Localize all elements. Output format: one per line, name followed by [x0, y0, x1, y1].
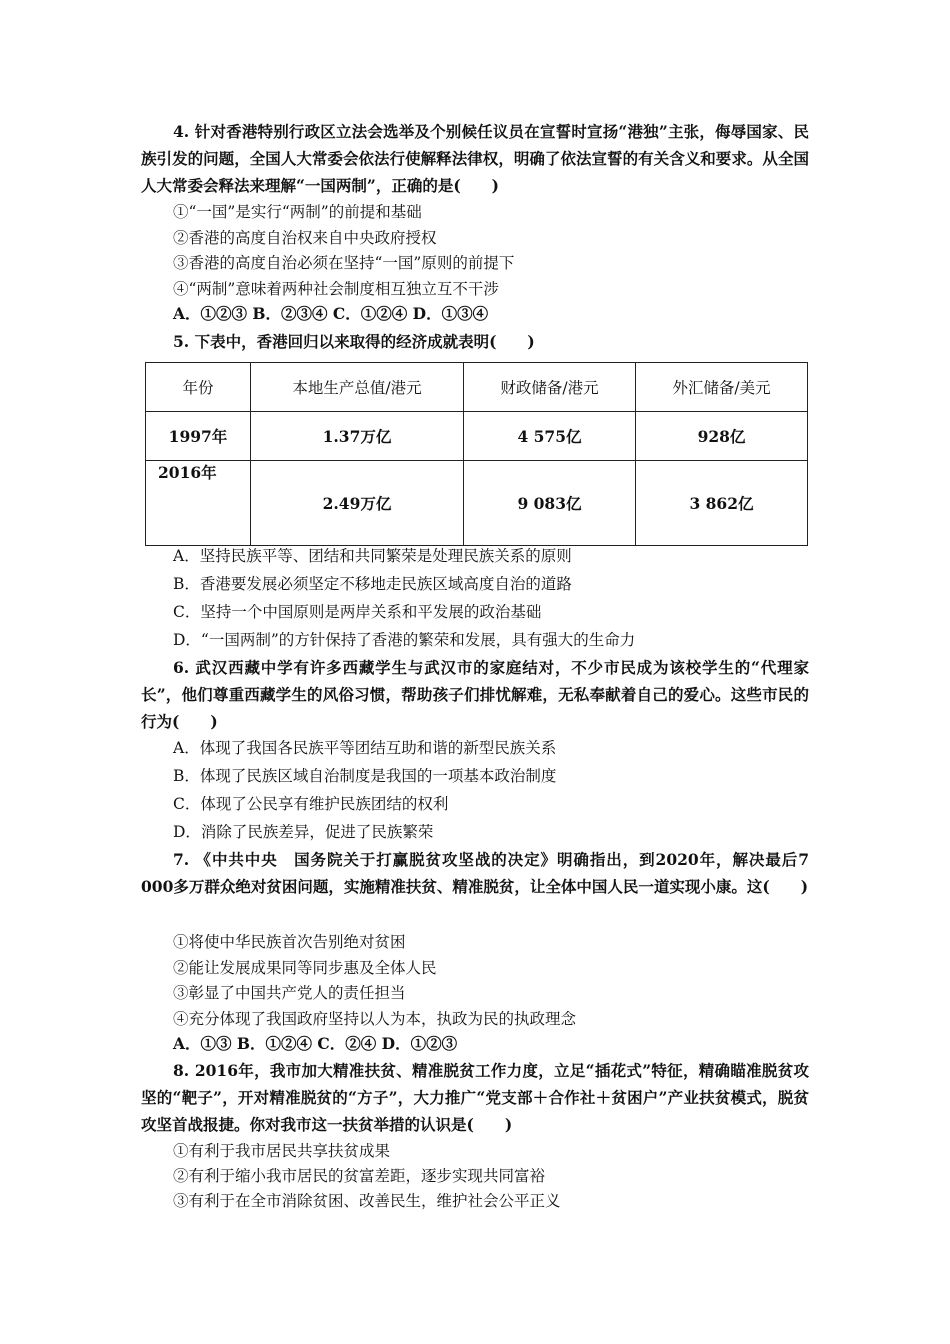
q7-item-2: ②能让发展成果同等同步惠及全体人民	[173, 959, 437, 977]
table-cell: 2.49万亿	[251, 461, 464, 546]
table-cell: 3 862亿	[636, 461, 808, 546]
q6-option-c: C．体现了公民享有维护民族团结的权利	[173, 795, 449, 813]
q4-item-1: ①“一国”是实行“两制”的前提和基础	[173, 203, 422, 221]
q7-item-3: ③彰显了中国共产党人的责任担当	[173, 984, 406, 1002]
table-cell: 9 083亿	[464, 461, 636, 546]
table-cell: 928亿	[636, 412, 808, 461]
q5-option-c: C．坚持一个中国原则是两岸关系和平发展的政治基础	[173, 603, 542, 621]
q6-option-b: B．体现了民族区域自治制度是我国的一项基本政治制度	[173, 767, 557, 785]
q8-item-3: ③有利于在全市消除贫困、改善民生，维护社会公平正义	[173, 1192, 561, 1210]
q4-item-3: ③香港的高度自治必须在坚持“一国”原则的前提下	[173, 254, 515, 272]
q8-item-1: ①有利于我市居民共享扶贫成果	[173, 1142, 391, 1160]
table-cell-year-2016	[146, 461, 251, 546]
q5-option-b: B．香港要发展必须坚定不移地走民族区域高度自治的道路	[173, 575, 572, 593]
q7-item-1: ①将使中华民族首次告别绝对贫困	[173, 933, 406, 951]
table-cell: 1997年	[146, 412, 251, 461]
table-cell: 1.37万亿	[251, 412, 464, 461]
q6-stem: 6. 武汉西藏中学有许多西藏学生与武汉市的家庭结对，不少市民成为该校学生的“代理家长”，他们尊重西藏学生的风俗习惯，帮助孩子们排忧解难，无私奉献着自己的爱心。这些市民的行为( )	[141, 658, 809, 731]
q4-item-4: ④“两制”意味着两种社会制度相互独立互不干涉	[173, 280, 499, 298]
table-header-fiscal: 财政储备/港元	[464, 363, 636, 412]
table-cell: 2016年	[158, 463, 217, 482]
q8-stem: 8. 2016年，我市加大精准扶贫、精准脱贫工作力度，立足“插花式”特征，精确瞄准脱贫攻坚的“靶子”，开对精准脱贫的“方子”，大力推广“党支部＋合作社＋贫困户”产业扶贫模式，脱贫攻坚首战报捷。你对我市这一扶贫举措的认识是( )	[141, 1061, 809, 1134]
table-header-year: 年份	[146, 363, 251, 412]
q5-stem: 5. 下表中，香港回归以来取得的经济成就表明( )	[173, 332, 535, 351]
q5-option-a: A．坚持民族平等、团结和共同繁荣是处理民族关系的原则	[173, 547, 572, 565]
q4-stem: 4. 针对香港特别行政区立法会选举及个别候任议员在宣誓时宣扬“港独”主张，侮辱国家、民族引发的问题，全国人大常委会依法行使解释法律权，明确了依法宣誓的有关含义和要求。从全国人大常委会释法来理解“一国两制”，正确的是( )	[141, 122, 809, 195]
q7-options: A．①③ B．①②④ C．②④ D．①②③	[173, 1034, 458, 1053]
q5-table	[145, 362, 808, 546]
q4-options: A．①②③ B．②③④ C．①②④ D．①③④	[173, 304, 489, 323]
q7-item-4: ④充分体现了我国政府坚持以人为本，执政为民的执政理念	[173, 1010, 577, 1028]
q7-stem: 7. 《中共中央 国务院关于打赢脱贫攻坚战的决定》明确指出，到2020年，解决最后7 000多万群众绝对贫困问题，实施精准扶贫、精准脱贫，让全体中国人民一道实现小康。这( )	[141, 850, 809, 896]
q6-option-d: D．消除了民族差异，促进了民族繁荣	[173, 823, 434, 841]
table-header-gdp: 本地生产总值/港元	[251, 363, 464, 412]
q4-item-2: ②香港的高度自治权来自中央政府授权	[173, 229, 437, 247]
q6-option-a: A．体现了我国各民族平等团结互助和谐的新型民族关系	[173, 739, 557, 757]
table-cell: 4 575亿	[464, 412, 636, 461]
q8-item-2: ②有利于缩小我市居民的贫富差距，逐步实现共同富裕	[173, 1167, 546, 1185]
q5-option-d: D．“一国两制”的方针保持了香港的繁荣和发展，具有强大的生命力	[173, 631, 636, 649]
table-header-forex: 外汇储备/美元	[636, 363, 808, 412]
